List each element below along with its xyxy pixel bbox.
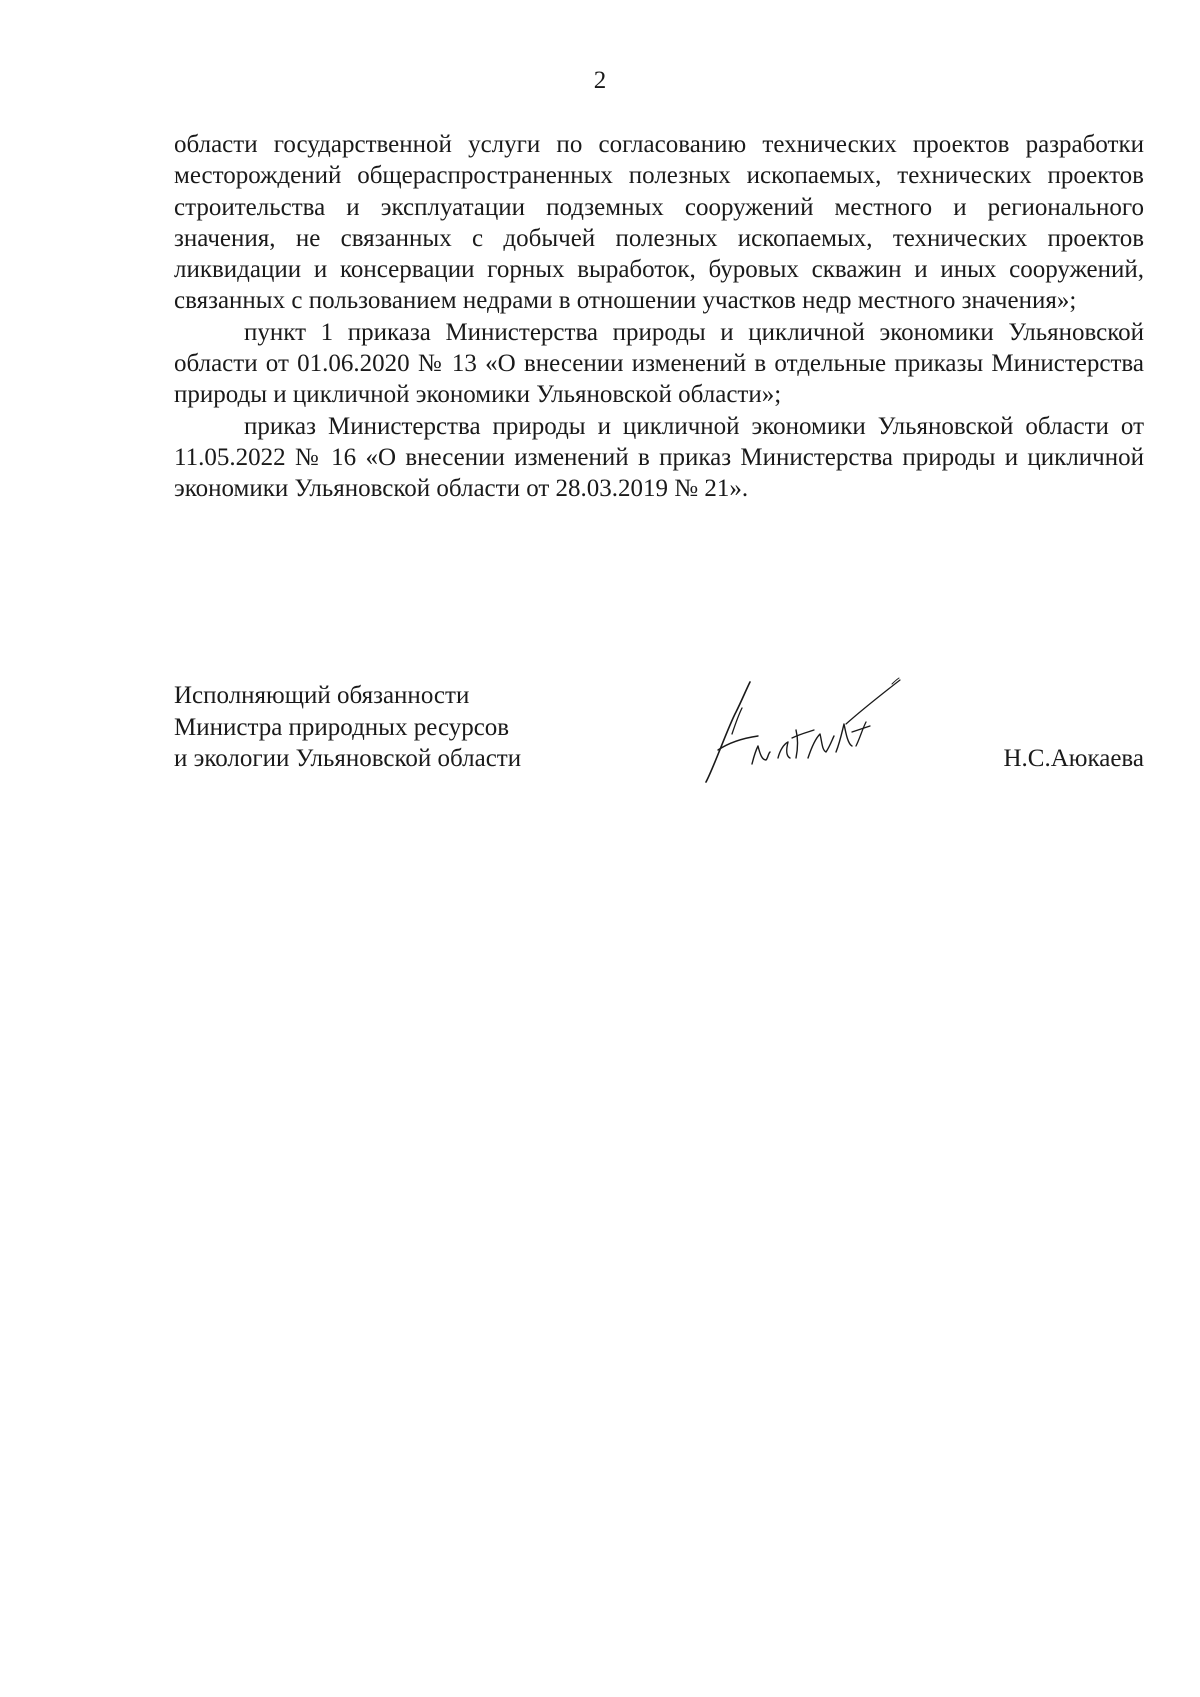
page-number: 2	[593, 67, 607, 94]
paragraph-3: приказ Министерства природы и цикличной экономики Ульяновской области от 11.05.2022 № 16 «О внесении изменений в приказ Министерства природы и цикличной экономики Ульяновской области от 28.03.2019 № 21».	[174, 412, 1144, 503]
paragraph-2: пункт 1 приказа Министерства природы и цикличной экономики Ульяновской области от 01.06.2020 № 13 «О внесении изменений в отдельные приказы Министерства природы и цикличной экономики Ульяновской области»;	[174, 318, 1144, 409]
signatory-position-line-3: и экологии Ульяновской области	[174, 745, 522, 772]
signatory-position	[174, 680, 634, 775]
paragraph-1: области государственной услуги по согласованию технических проектов разработки месторождений общераспространенных полезных ископаемых, технических проектов строительства и эксплуатации подземных сооружений местного и регионального значения, не связанных с добычей полезных ископаемых, технических проектов ликвидации и консервации горных выработок, буровых скважин и иных сооружений, связанных с пользованием недрами в отношении участков недр местного значения»;	[174, 131, 1144, 315]
signature-block	[174, 680, 1144, 800]
document-body	[174, 129, 1144, 505]
signatory-position-line-1: Исполняющий обязанности	[174, 682, 470, 709]
signatory-position-line-2: Министра природных ресурсов	[174, 713, 510, 741]
handwritten-signature-icon	[696, 672, 906, 784]
signatory-name: Н.С.Аюкаева	[1003, 745, 1144, 772]
